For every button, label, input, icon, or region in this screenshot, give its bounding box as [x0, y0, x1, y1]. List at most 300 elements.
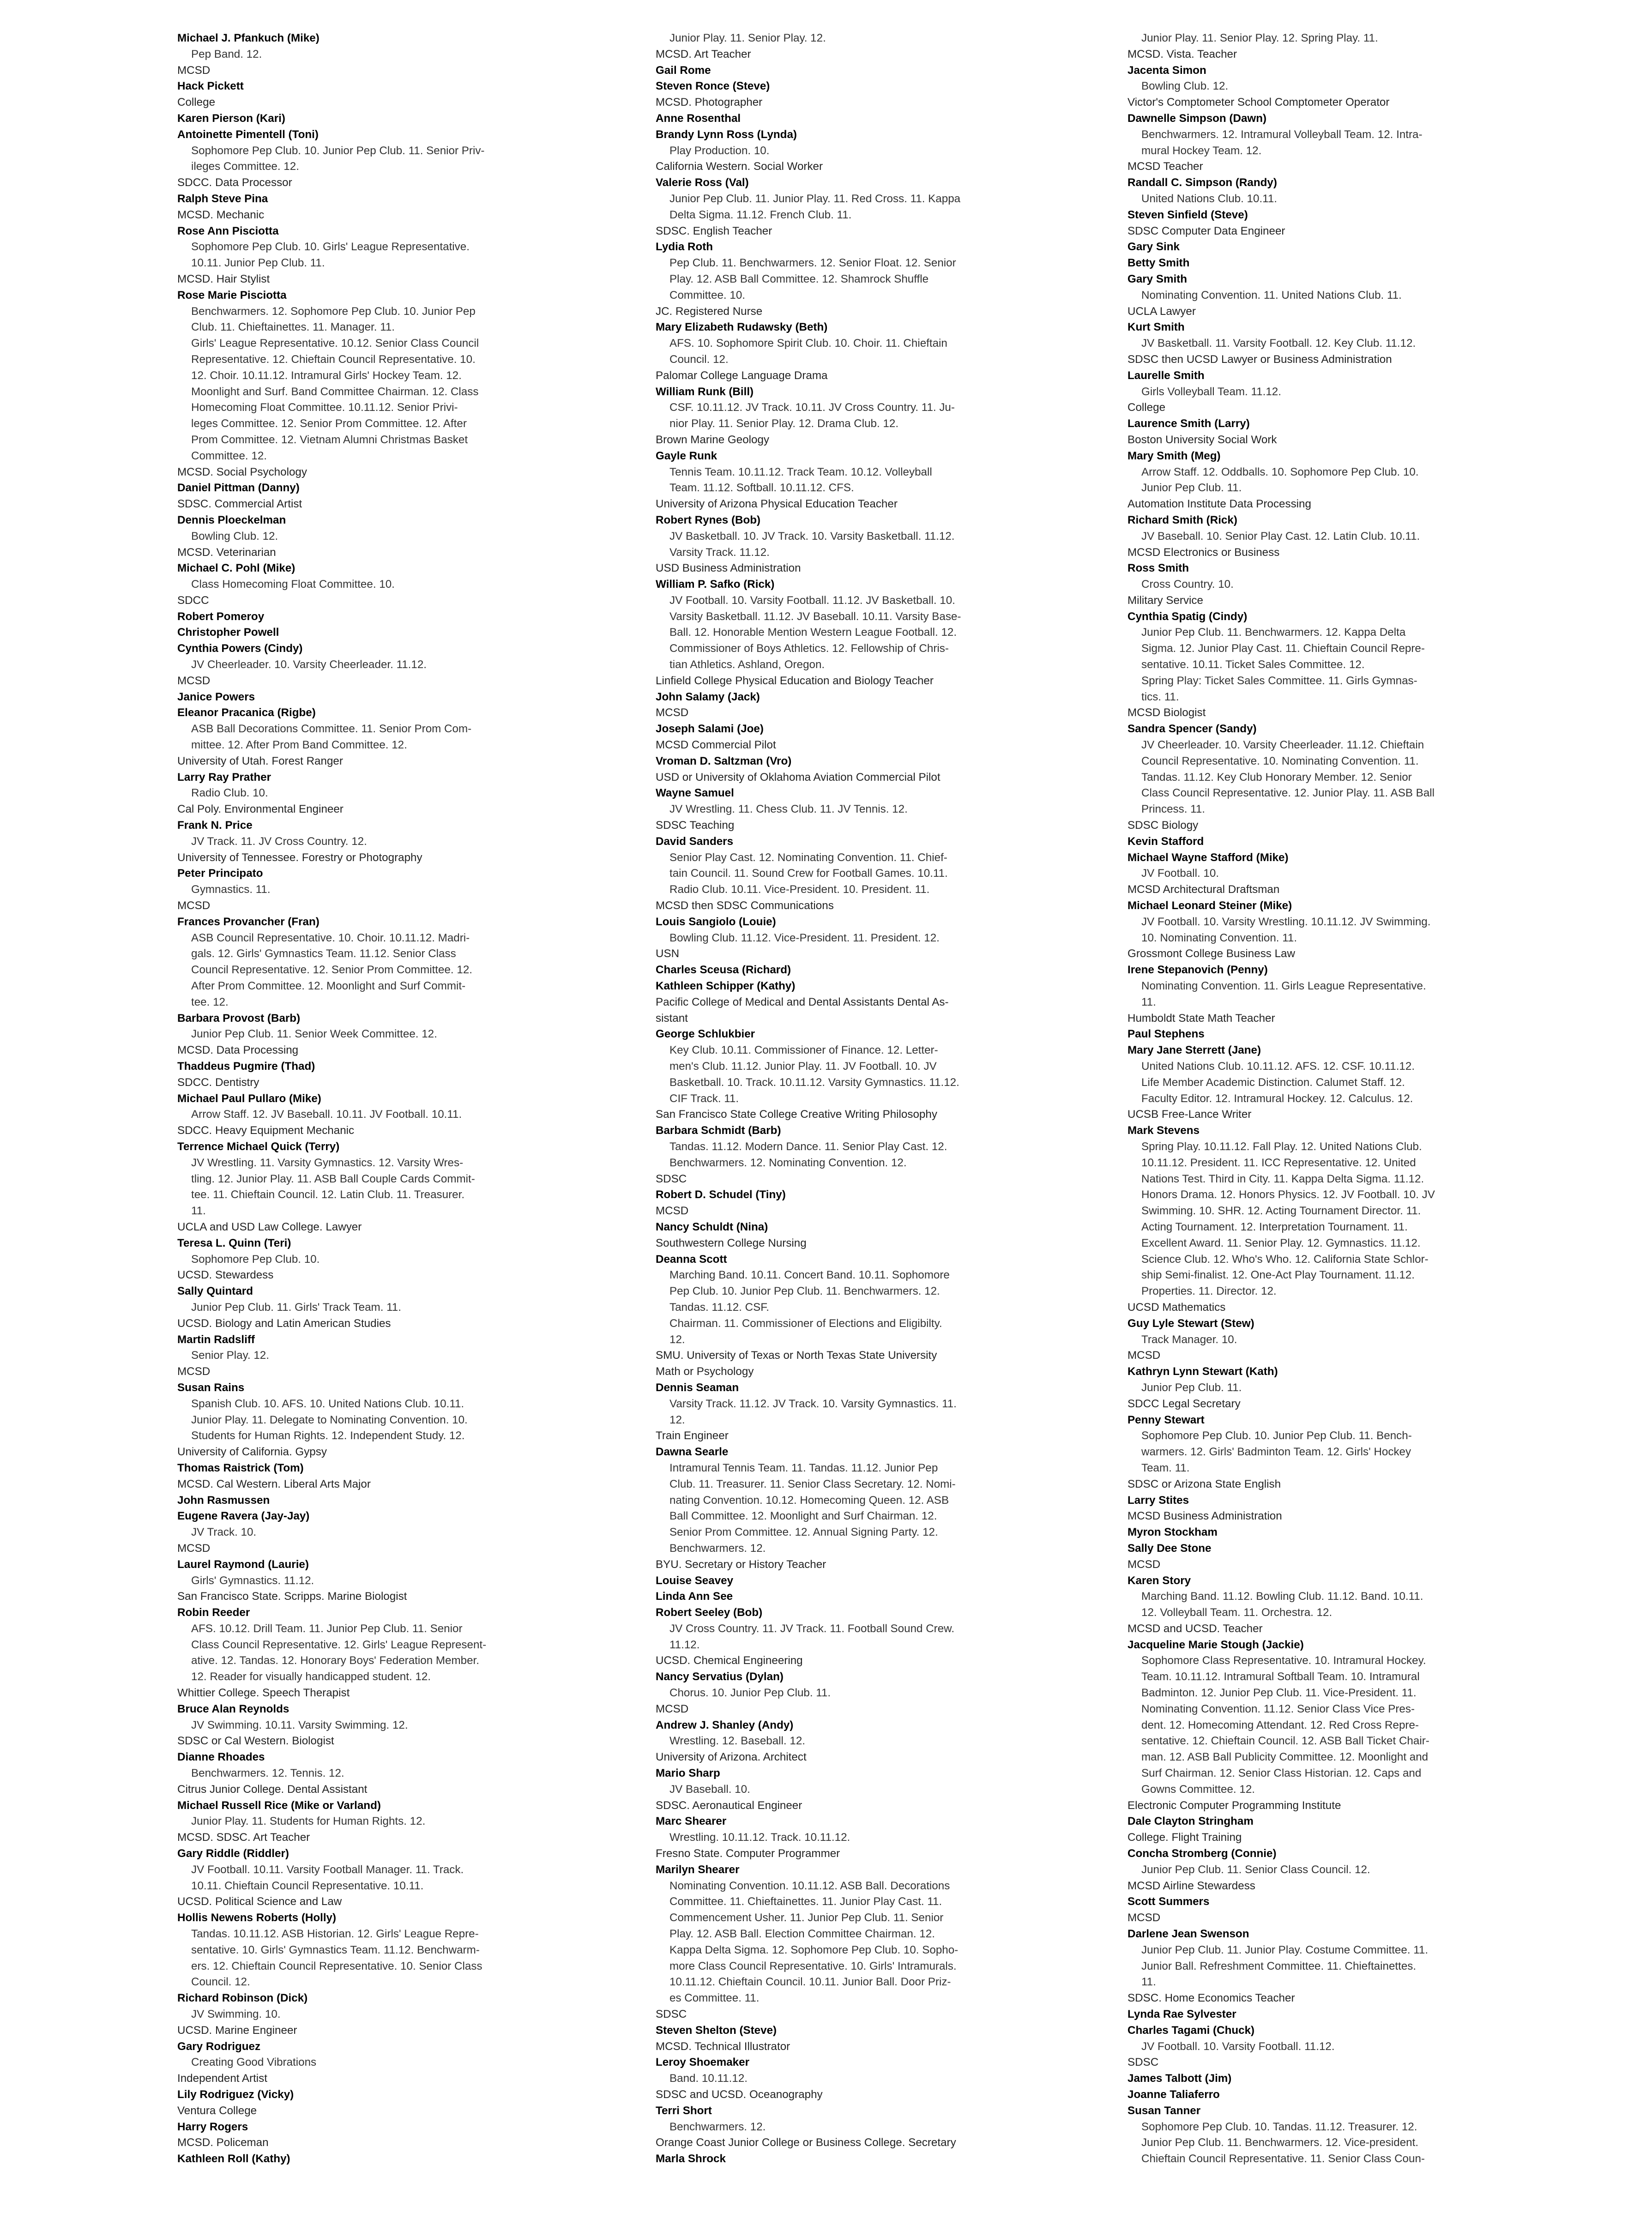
senior-entry	[656, 2151, 1007, 2167]
future-plans-line: Math or Psychology	[656, 1365, 754, 1378]
senior-entry	[1127, 416, 1478, 448]
student-name: Karen Story	[1127, 1574, 1191, 1587]
activities-line: JV Cheerleader. 10. Varsity Cheerleader. 11.12. Chieftain	[1141, 739, 1424, 752]
activities-line: Students for Human Rights. 12. Independent Study. 12.	[191, 1429, 465, 1442]
senior-entry	[656, 1252, 1007, 1380]
activities-line: Sophomore Pep Club. 10. Junior Pep Club. 11. Senior Priv-	[191, 144, 485, 157]
future-plans-line: MCSD. Vista. Teacher	[1127, 48, 1237, 60]
student-name: Nancy Schuldt (Nina)	[656, 1220, 768, 1233]
activities-line: Tandas. 10.11.12. ASB Historian. 12. Girls' League Repre-	[191, 1928, 479, 1941]
senior-entry	[656, 127, 1007, 175]
activities-line: JV Cross Country. 11. JV Track. 11. Football Sound Crew.	[669, 1622, 955, 1635]
future-plans-line: SDCC. Dentistry	[177, 1076, 259, 1089]
activities-line: Council. 12.	[669, 353, 729, 366]
student-name: Dianne Rhoades	[177, 1751, 265, 1764]
activities-line: Spring Play. 10.11.12. Fall Play. 12. United Nations Club.	[1141, 1140, 1422, 1153]
senior-entry	[177, 1846, 528, 1910]
student-name: Guy Lyle Stewart (Stew)	[1127, 1317, 1254, 1330]
future-plans-line: Humboldt State Math Teacher	[1127, 1012, 1275, 1025]
future-plans-line: USD or University of Oklahoma Aviation Commercial Pilot	[656, 771, 941, 784]
student-name: Laurence Smith (Larry)	[1127, 417, 1250, 430]
activities-line: leges Committee. 12. Senior Prom Committee. 12. After	[191, 417, 467, 430]
activities-line: Junior Ball. Refreshment Committee. 11. Chieftainettes.	[1141, 1960, 1417, 1972]
student-name: Robert Rynes (Bob)	[656, 513, 761, 526]
student-name: Darlene Jean Swenson	[1127, 1928, 1249, 1941]
senior-entry	[1127, 898, 1478, 962]
student-name: Kurt Smith	[1127, 321, 1185, 334]
activities-line: Committee. 12.	[191, 449, 267, 462]
activities-line: Tandas. 11.12. CSF.	[669, 1301, 770, 1314]
future-plans-line: SDSC	[656, 1172, 687, 1185]
senior-entry	[177, 1493, 528, 1509]
student-name: Nancy Servatius (Dylan)	[656, 1670, 784, 1683]
future-plans-line: UCSD. Biology and Latin American Studies	[177, 1317, 391, 1330]
activities-line: Class Council Representative. 12. Junior Play. 11. ASB Ball	[1141, 787, 1435, 800]
activities-line: Junior Pep Club. 11. Senior Week Committee. 12.	[191, 1028, 437, 1041]
activities-line: CSF. 10.11.12. JV Track. 10.11. JV Cross Country. 11. Ju-	[669, 401, 955, 414]
student-name: Dennis Seaman	[656, 1381, 739, 1394]
future-plans-line: Orange Coast Junior College or Business College. Secretary	[656, 2136, 956, 2149]
senior-entry	[177, 1701, 528, 1749]
senior-entry	[177, 2039, 528, 2087]
senior-entry	[1127, 834, 1478, 850]
student-name: Penny Stewart	[1127, 1413, 1205, 1426]
activities-line: Sophomore Pep Club. 10. Junior Pep Club. 11. Bench-	[1141, 1429, 1412, 1442]
senior-entry	[177, 1460, 528, 1493]
student-name: Sally Dee Stone	[1127, 1542, 1212, 1555]
student-name: Kevin Stafford	[1127, 835, 1204, 848]
future-plans-line: UCLA Lawyer	[1127, 305, 1196, 318]
student-name: Wayne Samuel	[656, 787, 734, 800]
senior-entry	[177, 127, 528, 191]
activities-line: Representative. 12. Chieftain Council Representative. 10.	[191, 353, 476, 366]
future-plans-line: MCSD. Data Processing	[177, 1044, 299, 1057]
future-plans-line: MCSD. SDSC. Art Teacher	[177, 1831, 310, 1844]
senior-entry	[1127, 320, 1478, 368]
senior-entry	[177, 1910, 528, 1990]
activities-line: Commencement Usher. 11. Junior Pep Club. 11. Senior	[669, 1912, 944, 1924]
senior-entry	[1127, 1043, 1478, 1123]
student-name: Kathryn Lynn Stewart (Kath)	[1127, 1365, 1278, 1378]
senior-entry	[177, 223, 528, 288]
future-plans-line: UCSD Mathematics	[1127, 1301, 1226, 1314]
future-plans-line: MCSD	[1127, 1558, 1161, 1571]
activities-line: United Nations Club. 10.11.	[1141, 192, 1278, 205]
future-plans-line: SDSC or Cal Western. Biologist	[177, 1735, 334, 1748]
future-plans-line: University of Tennessee. Forestry or Photography	[177, 851, 422, 864]
activities-line: man. 12. ASB Ball Publicity Committee. 12. Moonlight and	[1141, 1751, 1429, 1764]
senior-entry	[1127, 1814, 1478, 1846]
future-plans-line: MCSD. Policeman	[177, 2136, 269, 2149]
activities-line: Marching Band. 11.12. Bowling Club. 11.12. Band. 10.11.	[1141, 1590, 1423, 1603]
student-name: Robin Reeder	[177, 1606, 250, 1619]
activities-line: Cross Country. 10.	[1141, 578, 1234, 591]
student-name: Dawna Searle	[656, 1446, 729, 1459]
future-plans-line: Fresno State. Computer Programmer	[656, 1847, 840, 1860]
activities-line: Pep Club. 10. Junior Pep Club. 11. Benchwarmers. 12.	[669, 1285, 940, 1298]
future-plans-line: MCSD	[656, 706, 689, 719]
future-plans-line: SMU. University of Texas or North Texas State University	[656, 1349, 937, 1362]
activities-line: Basketball. 10. Track. 10.11.12. Varsity Gymnastics. 11.12.	[669, 1076, 959, 1089]
senior-entry	[177, 111, 528, 127]
activities-line: United Nations Club. 10.11.12. AFS. 12. CSF. 10.11.12.	[1141, 1060, 1415, 1073]
senior-entry	[656, 175, 1007, 239]
activities-line: 11.	[191, 1205, 206, 1218]
student-name: Michael J. Pfankuch (Mike)	[177, 32, 320, 44]
student-name: Antoinette Pimentell (Toni)	[177, 128, 319, 141]
activities-line: JV Football. 10. Varsity Football. 11.12. JV Basketball. 10.	[669, 594, 955, 607]
future-plans-line: SDSC and UCSD. Oceanography	[656, 2088, 823, 2101]
student-name: Robert Seeley (Bob)	[656, 1606, 763, 1619]
student-name: Joseph Salami (Joe)	[656, 723, 764, 736]
future-plans-line: MCSD Biologist	[1127, 706, 1206, 719]
activities-line: Delta Sigma. 11.12. French Club. 11.	[669, 208, 852, 221]
senior-entry	[656, 785, 1007, 833]
senior-entry	[1127, 513, 1478, 561]
student-name: Michael Paul Pullaro (Mike)	[177, 1092, 321, 1105]
future-plans-line: sistant	[656, 1012, 688, 1025]
senior-entry	[1127, 1573, 1478, 1637]
activities-line: Honors Drama. 12. Honors Physics. 12. JV Football. 10. JV	[1141, 1188, 1435, 1201]
activities-line: Prom Committee. 12. Vietnam Alumni Christmas Basket	[191, 433, 468, 446]
activities-line: Acting Tournament. 12. Interpretation Tournament. 11.	[1141, 1220, 1408, 1233]
student-name: Brandy Lynn Ross (Lynda)	[656, 128, 797, 141]
future-plans-line: University of Arizona Physical Education Teacher	[656, 498, 898, 511]
activities-line: JV Swimming. 10.	[191, 2008, 281, 2021]
activities-line: Class Council Representative. 12. Girls' League Represent-	[191, 1638, 487, 1651]
senior-entry	[177, 2087, 528, 2119]
senior-entry	[656, 1187, 1007, 1219]
activities-line: ers. 12. Chieftain Council Representative. 10. Senior Class	[191, 1960, 482, 1972]
senior-entry	[177, 2119, 528, 2152]
future-plans-line: BYU. Secretary or History Teacher	[656, 1558, 826, 1571]
student-name: Martin Radsliff	[177, 1333, 255, 1346]
student-name: Thaddeus Pugmire (Thad)	[177, 1060, 315, 1073]
senior-entry	[656, 1123, 1007, 1187]
activities-line: Team. 10.11.12. Intramural Softball Team. 10. Intramural	[1141, 1670, 1420, 1683]
student-name: Mary Elizabeth Rudawsky (Beth)	[656, 321, 828, 334]
senior-entry	[656, 384, 1007, 448]
future-plans-line: College	[177, 96, 216, 109]
future-plans-line: University of Utah. Forest Ranger	[177, 754, 343, 767]
student-name: Rose Ann Pisciotta	[177, 224, 279, 237]
future-plans-line: SDSC. Commercial Artist	[177, 498, 302, 511]
student-name: William Runk (Bill)	[656, 385, 754, 398]
activities-line: mittee. 12. After Prom Band Committee. 12.	[191, 739, 407, 752]
senior-entry	[1127, 1926, 1478, 2007]
senior-entry	[656, 721, 1007, 754]
activities-line: Junior Pep Club. 11. Girls' Track Team. 11.	[191, 1301, 401, 1314]
senior-entry	[1127, 255, 1478, 271]
student-name: Dale Clayton Stringham	[1127, 1815, 1254, 1828]
activities-line: 12.	[669, 1333, 685, 1346]
senior-entry	[656, 63, 1007, 79]
activities-line: dent. 12. Homecoming Attendant. 12. Red Cross Repre-	[1141, 1719, 1419, 1731]
future-plans-line: University of Arizona. Architect	[656, 1751, 807, 1764]
senior-entry	[1127, 111, 1478, 175]
senior-entry	[656, 2023, 1007, 2055]
senior-entry	[177, 641, 528, 689]
senior-entry	[656, 1669, 1007, 1717]
activities-line: Benchwarmers. 12.	[669, 2120, 766, 2133]
future-plans-line: Southwestern College Nursing	[656, 1236, 807, 1249]
senior-entry	[177, 625, 528, 641]
senior-entry	[656, 2103, 1007, 2151]
student-name: Gayle Runk	[656, 449, 717, 462]
senior-entry	[1127, 561, 1478, 609]
activities-line: JV Cheerleader. 10. Varsity Cheerleader. 11.12.	[191, 658, 427, 671]
activities-line: Benchwarmers. 12. Tennis. 12.	[191, 1767, 344, 1780]
senior-entry	[1127, 63, 1478, 111]
student-name: Richard Robinson (Dick)	[177, 1992, 308, 2005]
activities-line: Spring Play: Ticket Sales Committee. 11. Girls Gymnas-	[1141, 674, 1417, 687]
student-name: Anne Rosenthal	[656, 112, 741, 125]
student-name: Hollis Newens Roberts (Holly)	[177, 1912, 337, 1924]
activities-line: Moonlight and Surf. Band Committee Chairman. 12. Class	[191, 385, 479, 398]
future-plans-line: Grossmont College Business Law	[1127, 947, 1295, 960]
future-plans-line: SDSC	[1127, 2056, 1159, 2069]
activities-line: Junior Play. 11. Delegate to Nominating Convention. 10.	[191, 1413, 468, 1426]
senior-entry	[177, 288, 528, 481]
student-name: Michael Russell Rice (Mike or Varland)	[177, 1799, 381, 1812]
senior-entry	[1127, 962, 1478, 1026]
activities-line: Nations Test. Third in City. 11. Kappa Delta Sigma. 11.12.	[1141, 1172, 1424, 1185]
future-plans-line: San Francisco State. Scripps. Marine Biologist	[177, 1590, 407, 1603]
senior-entry	[1127, 1637, 1478, 1814]
activities-line: CIF Track. 11.	[669, 1092, 739, 1105]
student-name: Daniel Pittman (Danny)	[177, 482, 300, 494]
future-plans-line: Pacific College of Medical and Dental Assistants Dental As-	[656, 995, 949, 1008]
activities-line: Play. 12. ASB Ball Committee. 12. Shamrock Shuffle	[669, 272, 929, 285]
senior-entry	[656, 962, 1007, 978]
student-name: Eleanor Pracanica (Rigbe)	[177, 706, 316, 719]
future-plans-line: Linfield College Physical Education and Biology Teacher	[656, 674, 934, 687]
student-name: Gary Smith	[1127, 272, 1188, 285]
activities-line: Benchwarmers. 12.	[669, 1542, 766, 1555]
activities-line: JV Track. 11. JV Cross Country. 12.	[191, 835, 367, 848]
activities-line: tling. 12. Junior Play. 11. ASB Ball Couple Cards Commit-	[191, 1172, 475, 1185]
student-name: Larry Stites	[1127, 1494, 1189, 1507]
activities-line: Tandas. 11.12. Modern Dance. 11. Senior Play Cast. 12.	[669, 1140, 947, 1153]
senior-entry	[1127, 2071, 1478, 2087]
future-plans-line: University of California. Gypsy	[177, 1446, 327, 1459]
student-name: Sandra Spencer (Sandy)	[1127, 723, 1257, 736]
student-name: Susan Tanner	[1127, 2104, 1201, 2117]
activities-line: JV Football. 10. Varsity Wrestling. 10.11.12. JV Swimming.	[1141, 915, 1431, 928]
student-name: Kathleen Roll (Kathy)	[177, 2153, 290, 2165]
future-plans-line: SDSC or Arizona State English	[1127, 1477, 1281, 1490]
future-plans-line: SDCC. Heavy Equipment Mechanic	[177, 1124, 355, 1137]
activities-line: Radio Club. 10.	[191, 787, 268, 800]
senior-entry	[177, 1557, 528, 1605]
activities-line: Council. 12.	[191, 1976, 250, 1989]
senior-entry	[1127, 368, 1478, 416]
future-plans-line: Independent Artist	[177, 2072, 267, 2085]
activities-line: sentative. 10.11. Ticket Sales Committee. 12.	[1141, 658, 1365, 671]
activities-line: Intramural Tennis Team. 11. Tandas. 11.12. Junior Pep	[669, 1461, 938, 1474]
activities-line: ative. 12. Tandas. 12. Honorary Boys' Federation Member.	[191, 1654, 479, 1667]
student-name: Peter Principato	[177, 867, 263, 880]
student-name: Marc Shearer	[656, 1815, 727, 1828]
senior-entry	[177, 1139, 528, 1236]
future-plans-line: Train Engineer	[656, 1429, 729, 1442]
activities-line: 10.11.12. President. 11. ICC Representative. 12. United	[1141, 1156, 1416, 1169]
student-name: Larry Ray Prather	[177, 771, 271, 784]
activities-line: Radio Club. 10.11. Vice-President. 10. President. 11.	[669, 883, 930, 896]
activities-line: Nominating Convention. 11. Girls League Representative.	[1141, 980, 1426, 993]
senior-entry	[1127, 850, 1478, 898]
senior-entry	[1127, 1493, 1478, 1525]
student-name: Laurelle Smith	[1127, 369, 1205, 382]
activities-line: Track Manager. 10.	[1141, 1333, 1237, 1346]
senior-entry	[177, 609, 528, 625]
student-name: Janice Powers	[177, 690, 255, 703]
future-plans-line: SDCC. Data Processor	[177, 176, 292, 189]
activities-line: Bowling Club. 11.12. Vice-President. 11. President. 12.	[669, 931, 940, 944]
future-plans-line: MCSD. Art Teacher	[656, 48, 751, 60]
senior-entry	[1127, 239, 1478, 255]
senior-entry	[656, 1589, 1007, 1605]
future-plans-line: MCSD Architectural Draftsman	[1127, 883, 1280, 896]
senior-entry	[177, 770, 528, 818]
student-name: George Schlukbier	[656, 1028, 755, 1041]
student-name: Lydia Roth	[656, 241, 713, 253]
future-plans-line: Cal Poly. Environmental Engineer	[177, 803, 344, 816]
future-plans-line: JC. Registered Nurse	[656, 305, 763, 318]
senior-entry	[177, 1332, 528, 1380]
activities-line: Girls' Gymnastics. 11.12.	[191, 1574, 314, 1587]
activities-line: Junior Pep Club. 11. Junior Play. 11. Red Cross. 11. Kappa	[669, 192, 961, 205]
activities-line: gals. 12. Girls' Gymnastics Team. 11.12. Senior Class	[191, 947, 456, 960]
future-plans-line: MCSD. Technical Illustrator	[656, 2040, 790, 2053]
activities-line: Pep Band. 12.	[191, 48, 262, 60]
activities-line: sentative. 12. Chieftain Council. 12. ASB Ball Ticket Chair-	[1141, 1735, 1429, 1748]
activities-line: ship Semi-finalist. 12. One-Act Play Tournament. 11.12.	[1141, 1269, 1415, 1282]
activities-line: Council Representative. 12. Senior Prom Committee. 12.	[191, 964, 472, 977]
activities-line: JV Football. 10.	[1141, 867, 1219, 880]
senior-entry	[177, 1236, 528, 1284]
senior-entry	[177, 1059, 528, 1091]
future-plans-line: MCSD	[1127, 1349, 1161, 1362]
senior-entry	[177, 1508, 528, 1556]
activities-line: Club. 11. Treasurer. 11. Senior Class Secretary. 12. Nomi-	[669, 1477, 956, 1490]
student-name: Scott Summers	[1127, 1895, 1210, 1908]
senior-entry	[1127, 1123, 1478, 1316]
future-plans-line: SDSC. Aeronautical Engineer	[656, 1799, 802, 1812]
senior-entry	[177, 1091, 528, 1139]
senior-entry	[656, 111, 1007, 127]
activities-line: ASB Ball Decorations Committee. 11. Senior Prom Com-	[191, 723, 472, 736]
activities-line: more Class Council Representative. 10. Girls' Intramurals.	[669, 1960, 957, 1972]
student-name: Leroy Shoemaker	[656, 2056, 749, 2069]
activities-line: nating Convention. 10.12. Homecoming Queen. 12. ASB	[669, 1494, 949, 1507]
future-plans-line: Palomar College Language Drama	[656, 369, 828, 382]
senior-entry	[656, 1444, 1007, 1573]
student-name: Mary Smith (Meg)	[1127, 449, 1221, 462]
activities-line: Play. 12. ASB Ball. Election Committee Chairman. 12.	[669, 1928, 935, 1941]
student-name: Ralph Steve Pina	[177, 192, 268, 205]
senior-entry	[656, 1573, 1007, 1589]
student-name: Michael C. Pohl (Mike)	[177, 562, 295, 575]
activities-line: Creating Good Vibrations	[191, 2056, 317, 2069]
senior-entry	[656, 78, 1007, 111]
activities-line: Senior Prom Committee. 12. Annual Signing Party. 12.	[669, 1526, 938, 1539]
future-plans-line: MCSD. Photographer	[656, 96, 763, 109]
activities-line: Junior Pep Club. 11. Junior Play. Costume Committee. 11.	[1141, 1943, 1429, 1956]
activities-line: 12. Reader for visually handicapped student. 12.	[191, 1670, 431, 1683]
senior-entry	[1127, 1412, 1478, 1493]
senior-entry	[177, 866, 528, 914]
future-plans-line: MCSD Teacher	[1127, 160, 1203, 173]
activities-line: Marching Band. 10.11. Concert Band. 10.11. Sophomore	[669, 1269, 950, 1282]
student-name: Kathleen Schipper (Kathy)	[656, 980, 796, 993]
future-plans-line: MCSD. Mechanic	[177, 208, 265, 221]
activities-line: Benchwarmers. 12. Sophomore Pep Club. 10. Junior Pep	[191, 305, 476, 318]
activities-line: JV Basketball. 10. JV Track. 10. Varsity Basketball. 11.12.	[669, 530, 955, 543]
senior-entry	[656, 30, 1007, 63]
future-plans-line: SDSC Biology	[1127, 819, 1199, 832]
future-plans-line: SDCC Legal Secretary	[1127, 1397, 1241, 1410]
student-name: Betty Smith	[1127, 257, 1190, 270]
activities-line: Gymnastics. 11.	[191, 883, 271, 896]
senior-entry	[1127, 1525, 1478, 1541]
future-plans-line: MCSD	[1127, 1912, 1161, 1924]
activities-line: tian Athletics. Ashland, Oregon.	[669, 658, 825, 671]
activities-line: 10.11. Junior Pep Club. 11.	[191, 257, 325, 270]
future-plans-line: Ventura College	[177, 2104, 257, 2117]
student-name: Jacenta Simon	[1127, 64, 1206, 77]
activities-line: Chieftain Council Representative. 11. Senior Class Coun-	[1141, 2153, 1425, 2165]
activities-line: Wrestling. 10.11.12. Track. 10.11.12.	[669, 1831, 850, 1844]
future-plans-line: MCSD	[177, 1365, 211, 1378]
future-plans-line: Whittier College. Speech Therapist	[177, 1687, 350, 1700]
student-name: Steven Ronce (Steve)	[656, 80, 770, 93]
activities-line: 12.	[669, 1413, 685, 1426]
student-name: Valerie Ross (Val)	[656, 176, 749, 189]
activities-line: Princess. 11.	[1141, 803, 1206, 816]
activities-line: Committee. 10.	[669, 289, 745, 301]
senior-entry	[656, 1380, 1007, 1444]
activities-line: tee. 12.	[191, 995, 229, 1008]
senior-entry	[1127, 2023, 1478, 2071]
senior-entry	[177, 1605, 528, 1701]
activities-line: Chorus. 10. Junior Pep Club. 11.	[669, 1687, 831, 1700]
activities-line: Life Member Academic Distinction. Calumet Staff. 12.	[1141, 1076, 1405, 1089]
activities-line: Junior Pep Club. 11.	[1141, 1381, 1242, 1394]
student-name: Robert Pomeroy	[177, 610, 265, 623]
future-plans-line: MCSD. Veterinarian	[177, 546, 276, 559]
future-plans-line: MCSD. Social Psychology	[177, 465, 307, 478]
student-name: Christopher Powell	[177, 626, 279, 639]
student-name: Mary Jane Sterrett (Jane)	[1127, 1044, 1261, 1057]
student-name: Gary Rodriguez	[177, 2040, 261, 2053]
senior-entry	[177, 30, 528, 78]
activities-line: Science Club. 12. Who's Who. 12. California State Schlor-	[1141, 1253, 1429, 1266]
senior-entry	[1127, 1846, 1478, 1894]
activities-line: sentative. 10. Girls' Gymnastics Team. 11.12. Benchwarm-	[191, 1943, 480, 1956]
activities-line: JV Football. 10. Varsity Football. 11.12.	[1141, 2040, 1335, 2053]
activities-line: JV Wrestling. 11. Varsity Gymnastics. 12. Varsity Wres-	[191, 1156, 464, 1169]
senior-entry	[1127, 1541, 1478, 1573]
activities-line: AFS. 10. Sophomore Spirit Club. 10. Choir. 11. Chieftain	[669, 337, 947, 350]
activities-line: 12. Volleyball Team. 11. Orchestra. 12.	[1141, 1606, 1332, 1619]
senior-entry	[656, 1766, 1007, 1814]
senior-entry	[177, 513, 528, 561]
senior-entry	[177, 191, 528, 223]
future-plans-line: SDSC. Home Economics Teacher	[1127, 1992, 1295, 2005]
activities-line: Council Representative. 10. Nominating Convention. 11.	[1141, 754, 1419, 767]
activities-line: es Committee. 11.	[669, 1992, 760, 2005]
